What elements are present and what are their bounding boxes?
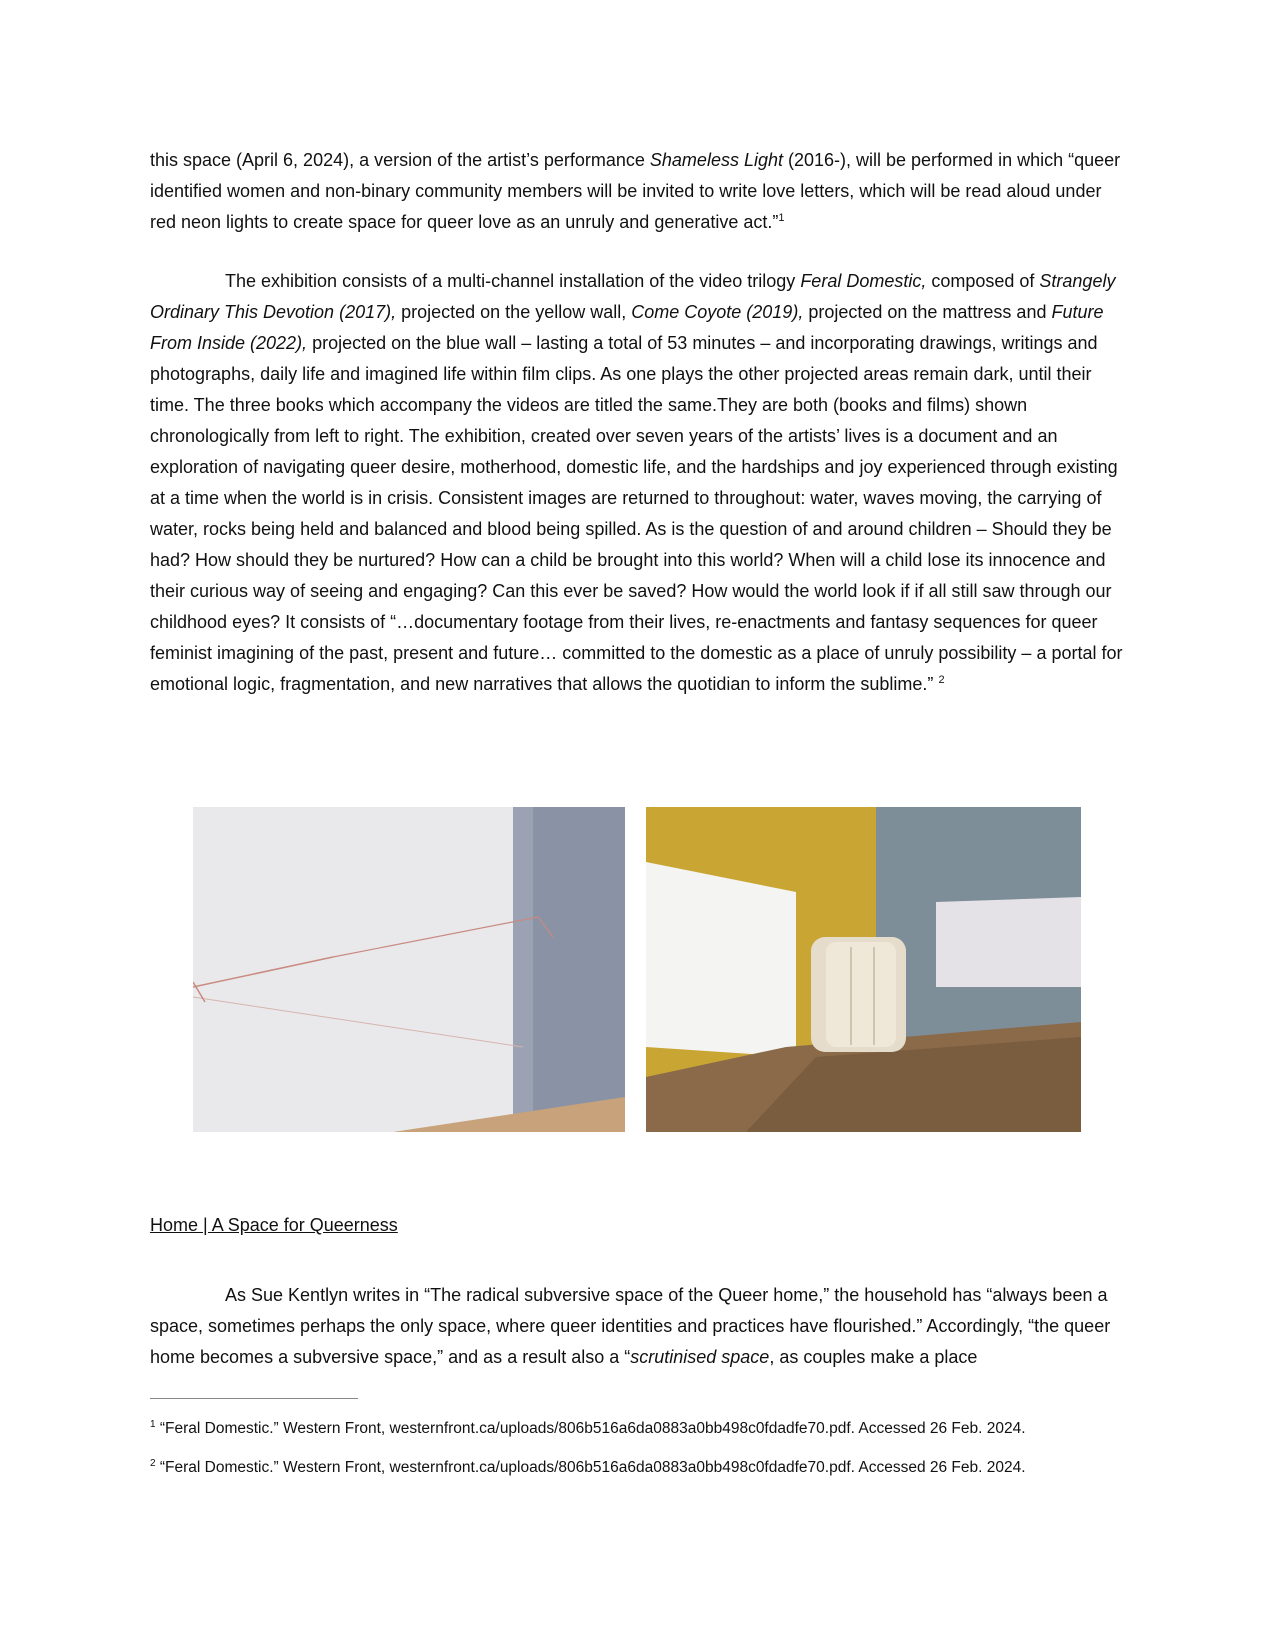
text-run: composed of [926,271,1040,291]
paragraph-queer-home [150,1280,1130,1373]
text-run: projected on the yellow wall, [396,302,632,322]
paragraph-exhibition [150,266,1130,700]
text-run: projected on the blue wall – lasting a total of 53 minutes – and incorporating drawings, writings and photographs, daily life and imagined life within film clips. As one plays the other projected areas remain dark, until their time. The three books which accompany the videos are titled the same.They are both (books and films) shown chronologically from left to right. The exhibition, created over seven years of the artists’ lives is a document and an exploration of navigating queer desire, motherhood, domestic life, and the hardships and joy experienced through existing at a time when the world is in crisis. Consistent images are returned to throughout: water, waves moving, the carrying of water, rocks being held and balanced and blood being spilled. As is the question of and around children – Should they be had? How should they be nurtured? How can a child be brought into this world? When will a child lose its innocence and their curious way of seeing and engaging? Can this ever be saved? How would the world look if if all still saw through our childhood eyes? It consists of “…documentary footage from their lives, re-enactments and fantasy sequences for queer feminist imagining of the past, present and future… committed to the domestic as a place of unruly possibility – a portal for emotional logic, fragmentation, and new narratives that allows the quotidian to inform the sublime.” [150,333,1123,694]
footnote-1 [150,1420,1150,1438]
footnote-divider [150,1398,358,1399]
footnote-number: 2 [150,1457,156,1469]
emphasis-text: scrutinised space [630,1347,770,1367]
section-heading: Home | A Space for Queerness [150,1215,398,1235]
installation-photo-right [646,807,1081,1132]
text-run: The exhibition consists of a multi-channel installation of the video trilogy [225,271,801,291]
work-title: Come Coyote (2019), [631,302,804,322]
text-run: projected on the mattress and [803,302,1052,322]
paragraph-performance [150,145,1130,238]
footnote-text: “Feral Domestic.” Western Front, westernfront.ca/uploads/806b516a6da0883a0bb498c0fdadfe70.pdf. Accessed 26 Feb. 2024. [155,1420,1026,1437]
text-run: this space (April 6, 2024), a version of the artist’s performance [150,150,650,170]
text-run: , as couples make a place [769,1347,978,1367]
work-title: Future From Inside (2022), [150,302,1104,353]
installation-photo-left [193,807,625,1132]
footnote-2 [150,1459,1150,1477]
footnote-text: “Feral Domestic.” Western Front, westernfront.ca/uploads/806b516a6da0883a0bb498c0fdadfe70.pdf. Accessed 26 Feb. 2024. [155,1459,1026,1476]
work-title: Shameless Light [649,150,783,170]
footnote-number: 1 [150,1418,156,1430]
text-run: (2016-), will be performed in which “queer identified women and non-binary community members will be invited to write love letters, which will be read aloud under red neon lights to create space for queer love as an unruly and generative act.” [150,150,1121,232]
work-title: Feral Domestic, [800,271,927,291]
footnote-ref[interactable]: 2 [938,674,945,686]
text-run: As Sue Kentlyn writes in “The radical subversive space of the Queer home,” the household has “always been a space, sometimes perhaps the only space, where queer identities and practices have flourished.” Accordingly, “the queer home becomes a subversive space,” and as a result also a “ [150,1285,1111,1367]
work-title: Strangely Ordinary This Devotion (2017), [150,271,1116,322]
footnote-ref[interactable]: 1 [778,212,785,224]
